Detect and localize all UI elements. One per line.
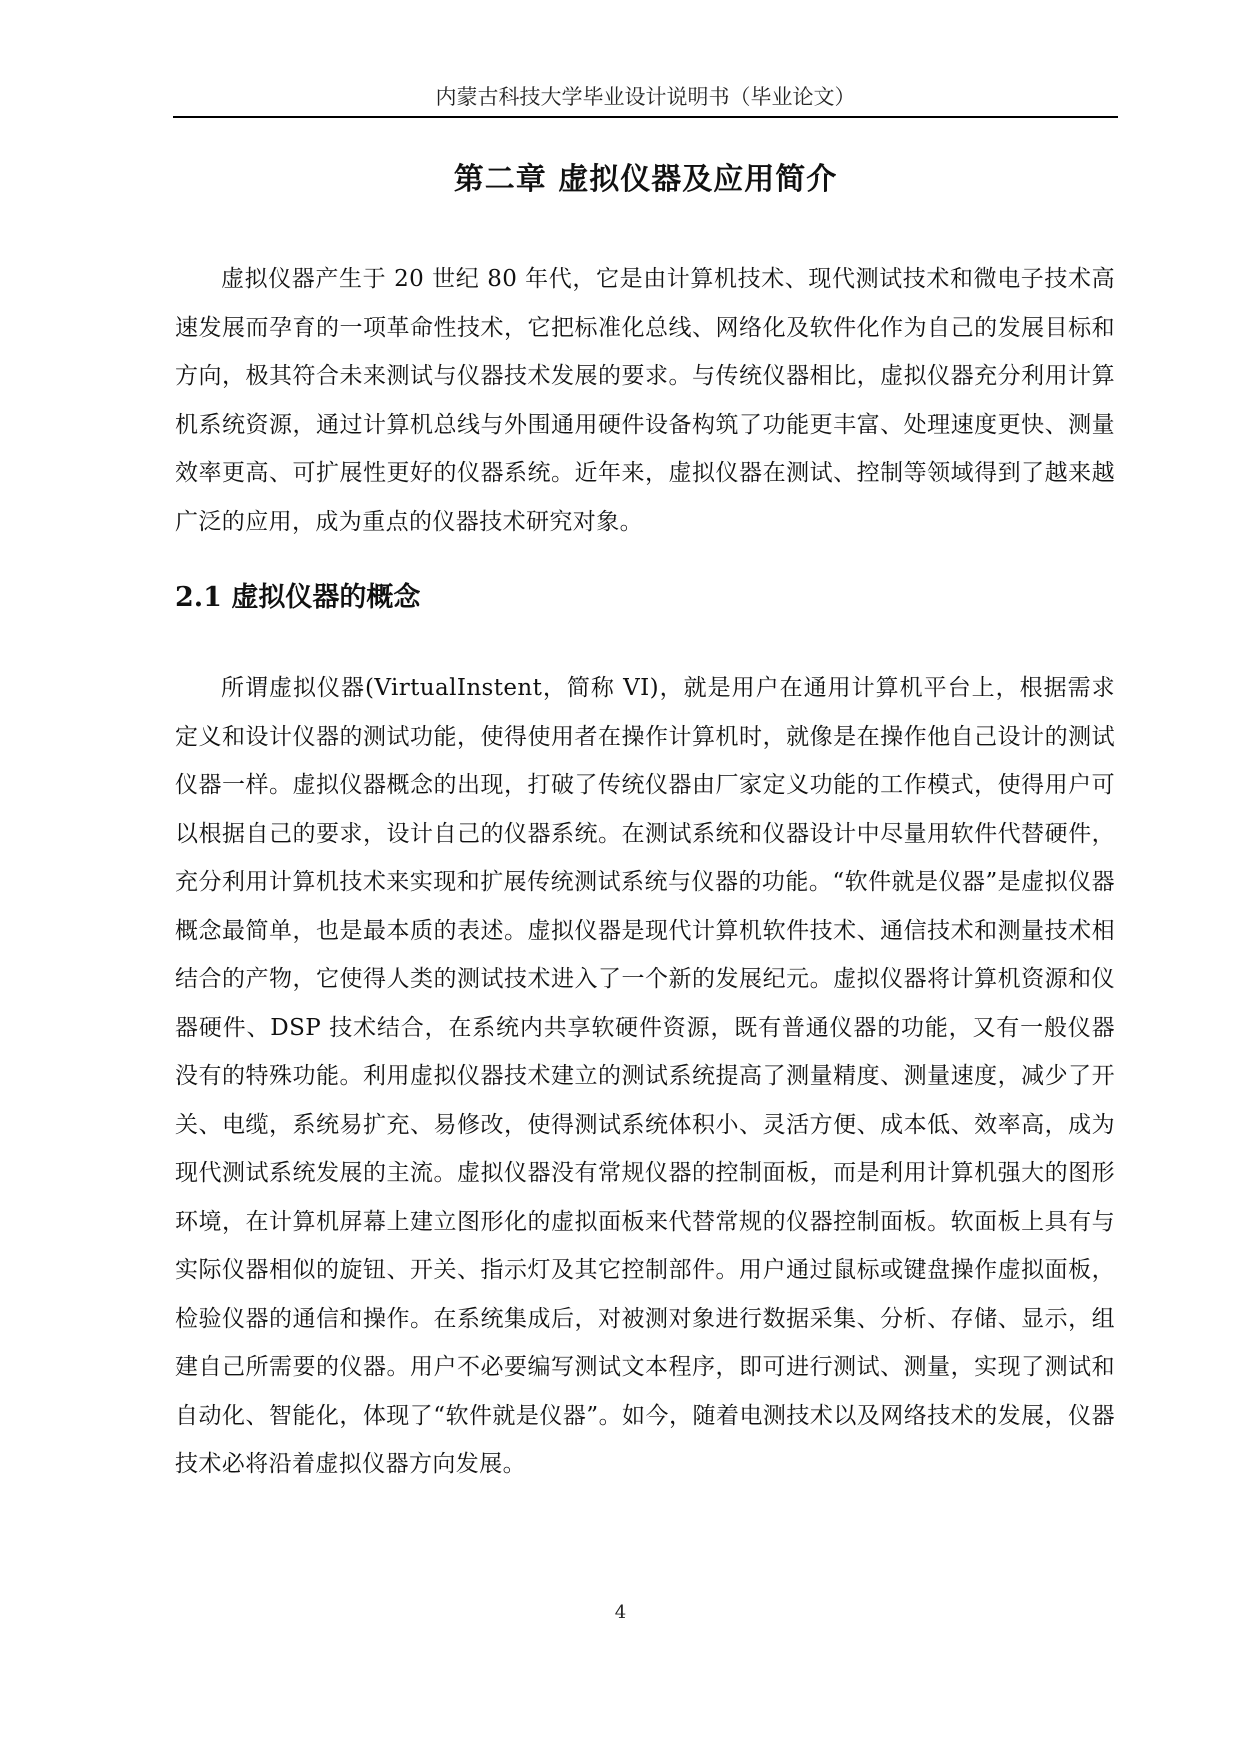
concept-paragraph: 所谓虚拟仪器(VirtualInstent，简称 VI)，就是用户在通用计算机平台上，根据需求定义和设计仪器的测试功能，使得使用者在操作计算机时，就像是在操作他自己设计的测试仪器一样。虚拟仪器概念的出现，打破了传统仪器由厂家定义功能的工作模式，使得用户可以根据自己的要求，设计自己的仪器系统。在测试系统和仪器设计中尽量用软件代替硬件，充分利用计算机技术来实现和扩展传统测试系统与仪器的功能。“软件就是仪器”是虚拟仪器概念最简单，也是最本质的表述。虚拟仪器是现代计算机软件技术、通信技术和测量技术相结合的产物，它使得人类的测试技术进入了一个新的发展纪元。虚拟仪器将计算机资源和仪器硬件、DSP 技术结合，在系统内共享软硬件资源，既有普通仪器的功能，又有一般仪器没有的特殊功能。利用虚拟仪器技术建立的测试系统提高了测量精度、测量速度，减少了开关、电缆，系统易扩充、易修改，使得测试系统体积小、灵活方便、成本低、效率高，成为现代测试系统发展的主流。虚拟仪器没有常规仪器的控制面板，而是利用计算机强大的图形环境，在计算机屏幕上建立图形化的虚拟面板来代替常规的仪器控制面板。软面板上具有与实际仪器相似的旋钮、开关、指示灯及其它控制部件。用户通过鼠标或键盘操作虚拟面板，检验仪器的通信和操作。在系统集成后，对被测对象进行数据采集、分析、存储、显示，组建自己所需要的仪器。用户不必要编写测试文本程序，即可进行测试、测量，实现了测试和自动化、智能化，体现了“软件就是仪器”。如今，随着电测技术以及网络技术的发展，仪器技术必将沿着虚拟仪器方向发展。 — [175, 675, 1115, 1477]
page-number: 4 — [614, 1602, 627, 1623]
header-rule — [173, 116, 1118, 118]
intro-paragraph: 虚拟仪器产生于 20 世纪 80 年代，它是由计算机技术、现代测试技术和微电子技术高速发展而孕育的一项革命性技术，它把标准化总线、网络化及软件化作为自己的发展目标和方向，极其符合未来测试与仪器技术发展的要求。与传统仪器相比，虚拟仪器充分利用计算机系统资源，通过计算机总线与外围通用硬件设备构筑了功能更丰富、处理速度更快、测量效率更高、可扩展性更好的仪器系统。近年来，虚拟仪器在测试、控制等领域得到了越来越广泛的应用，成为重点的仪器技术研究对象。 — [175, 266, 1115, 535]
chapter-title: 第二章 虚拟仪器及应用简介 — [453, 162, 838, 197]
section-heading: 2.1 虚拟仪器的概念 — [175, 582, 421, 613]
running-header: 内蒙古科技大学毕业设计说明书（毕业论文） — [435, 85, 856, 109]
